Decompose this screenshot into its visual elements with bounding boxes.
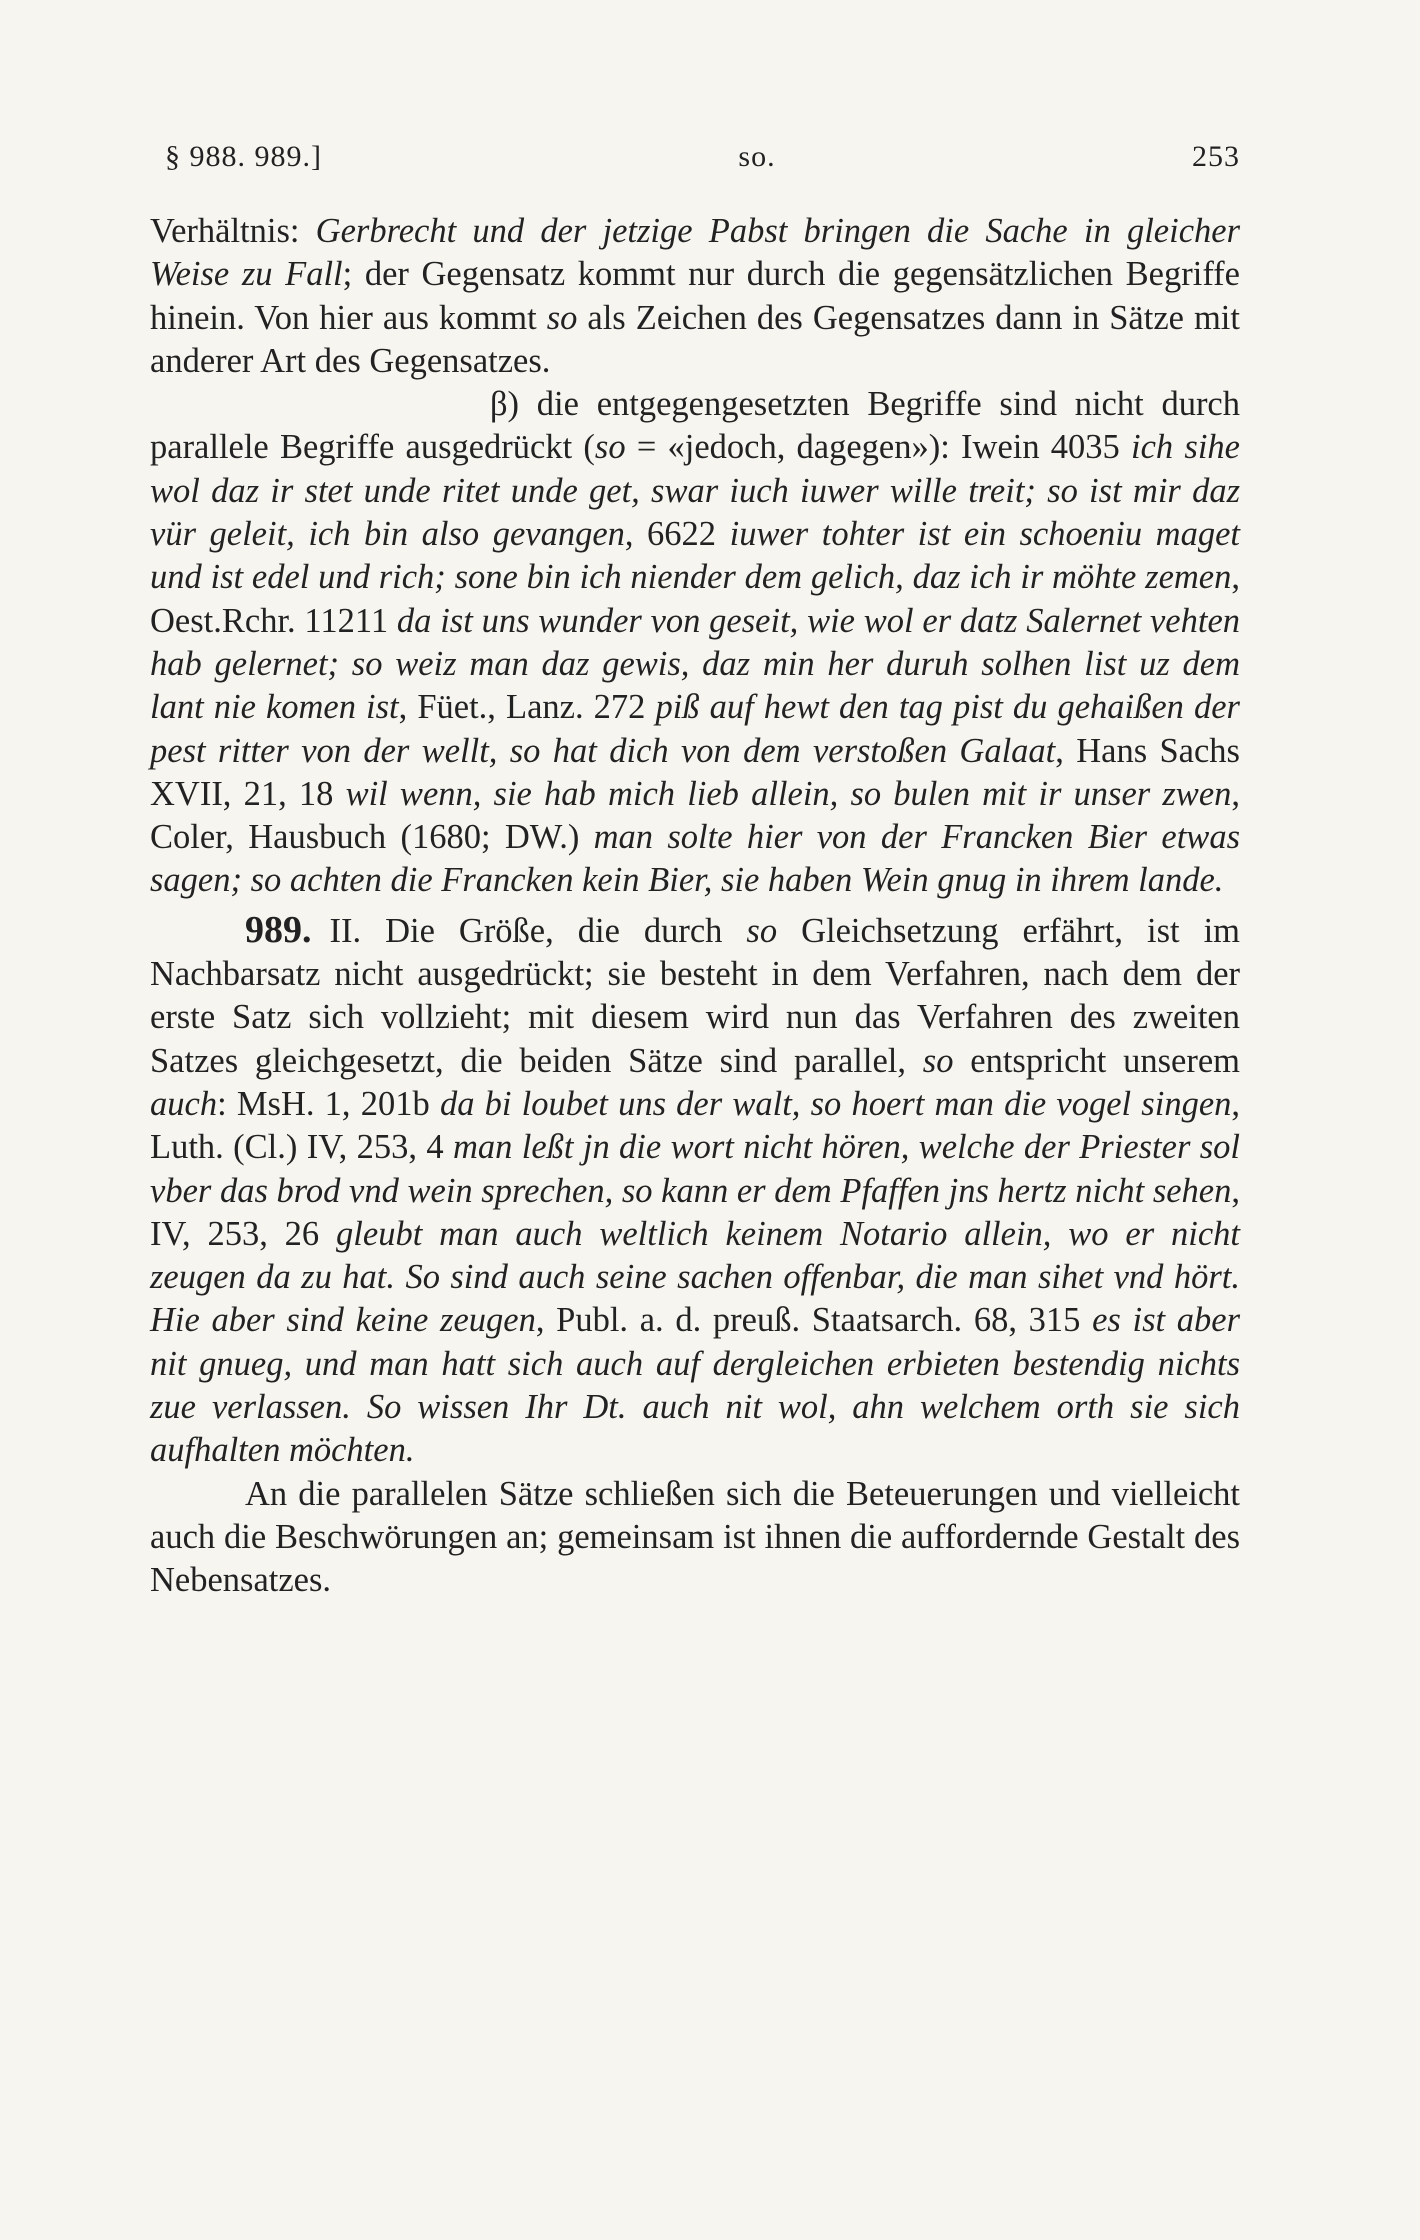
text-run: , 6622 xyxy=(624,515,730,554)
header-keyword: so. xyxy=(738,140,776,173)
page-number: 253 xyxy=(1192,140,1240,173)
section-number: 989. xyxy=(245,908,312,951)
italic-quotation: so xyxy=(922,1041,954,1080)
italic-quotation: piß auf hewt den tag pist du gehaißen der pest ritter von der wellt, so hat dich von dem verstoßen Galaat xyxy=(150,688,1240,770)
italic-quotation: ich sihe wol daz ir stet unde ritet unde get, swar iuch iuwer wille treit; so ist mir daz vür geleit, ich bin also gevangen xyxy=(150,428,1240,554)
paragraph-beta xyxy=(150,383,1240,903)
text-run: II. Die Größe, die durch xyxy=(329,911,747,950)
italic-quotation: da ist uns wunder von geseit, wie wol er datz Salernet vehten hab gelernet; so weiz man daz gewis, daz min her duruh solhen list uz dem lant nie komen ist xyxy=(150,601,1241,727)
text-run: Verhältnis: xyxy=(150,212,316,250)
text-run: , Hans Sachs XVII, 21, 18 xyxy=(150,731,1240,813)
text-run: , Publ. a. d. preuß. Staatsarch. 68, 315 xyxy=(535,1301,1093,1340)
italic-quotation: so xyxy=(594,428,626,467)
section-reference: § 988. 989.] xyxy=(165,140,322,173)
text-run: β) die entgegengesetzten Begriffe sind nicht durch parallele Begriffe ausgedrückt ( xyxy=(150,385,1240,467)
section-989 xyxy=(150,909,1240,1473)
text-run: , IV, 253, 26 xyxy=(150,1171,1240,1253)
italic-quotation: wil wenn, sie hab mich lieb allein, so bulen mit ir unser zwen xyxy=(345,774,1232,813)
text-run: = «jedoch, dagegen»): Iwein 4035 xyxy=(625,428,1132,467)
text-run: , Oest.Rchr. 11211 xyxy=(150,558,1240,640)
italic-quotation: man leßt jn die wort nicht hören, welche der Priester sol vber das brod vnd wein sprechen, so kann er dem Pfaffen jns hertz nicht sehen xyxy=(150,1128,1240,1210)
body-text xyxy=(150,210,1240,1603)
italic-quotation: iuwer tohter ist ein schoeniu maget und ist edel und rich; sone bin ich niender dem gelich, daz ich ir möhte zemen xyxy=(150,515,1240,597)
italic-quotation: auch xyxy=(150,1084,218,1123)
paragraph-continuation xyxy=(150,210,1240,383)
italic-quotation: so xyxy=(746,911,778,950)
italic-quotation: es ist aber nit gnueg, und man hatt sich auch auf dergleichen erbieten bestendig nichts zue verlassen. So wissen Ihr Dt. auch nit wol, ahn welchem orth sie sich aufhalten möchten. xyxy=(150,1301,1241,1470)
text-run: : MsH. 1, 201b xyxy=(217,1084,440,1123)
text-run: ; der Gegensatz kommt nur durch die gegensätzlichen Begriffe hinein. Von hier aus kommt xyxy=(150,255,1240,337)
text-run: An die parallelen Sätze schließen sich die Beteuerungen und vielleicht auch die Beschwörungen an; gemeinsam ist ihnen die auffordernde Gestalt des Nebensatzes. xyxy=(150,1474,1240,1600)
section-989-text xyxy=(150,912,1240,1470)
italic-quotation: Gerbrecht und der jetzige Pabst bringen die Sache in gleicher Weise zu Fall xyxy=(150,212,1240,294)
text-run: als Zeichen des Gegensatzes dann in Sätze mit anderer Art des Gegensatzes. xyxy=(150,298,1240,380)
text-run: , Füet., Lanz. 272 xyxy=(398,688,656,727)
italic-quotation: so xyxy=(546,298,578,337)
text-run: entspricht unserem xyxy=(953,1041,1240,1080)
italic-quotation: gleubt man auch weltlich keinem Notario allein, wo er nicht zeugen da zu hat. So sind auch seine sachen offenbar, die man sihet vnd hört. Hie aber sind keine zeugen xyxy=(150,1214,1240,1340)
italic-quotation: da bi loubet uns der walt, so hoert man die vogel singen xyxy=(439,1084,1232,1123)
text-run: , Coler, Hausbuch (1680; DW.) xyxy=(150,774,1241,857)
text-run: Gleichsetzung erfährt, ist im Nachbarsatz nicht ausgedrückt; sie besteht in dem Verfahren, nach dem der erste Satz sich vollzieht; mit diesem wird nun das Verfahren des zweiten Satzes gleichgesetzt, die beiden Sätze sind parallel, xyxy=(150,911,1240,1080)
italic-quotation: man solte hier von der Francken Bier etwas sagen; so achten die Francken kein Bier, sie haben Wein gnug in ihrem lande. xyxy=(150,818,1240,900)
running-head xyxy=(165,140,1240,174)
text-run: , Luth. (Cl.) IV, 253, 4 xyxy=(150,1084,1241,1167)
paragraph-closing xyxy=(150,1473,1240,1603)
